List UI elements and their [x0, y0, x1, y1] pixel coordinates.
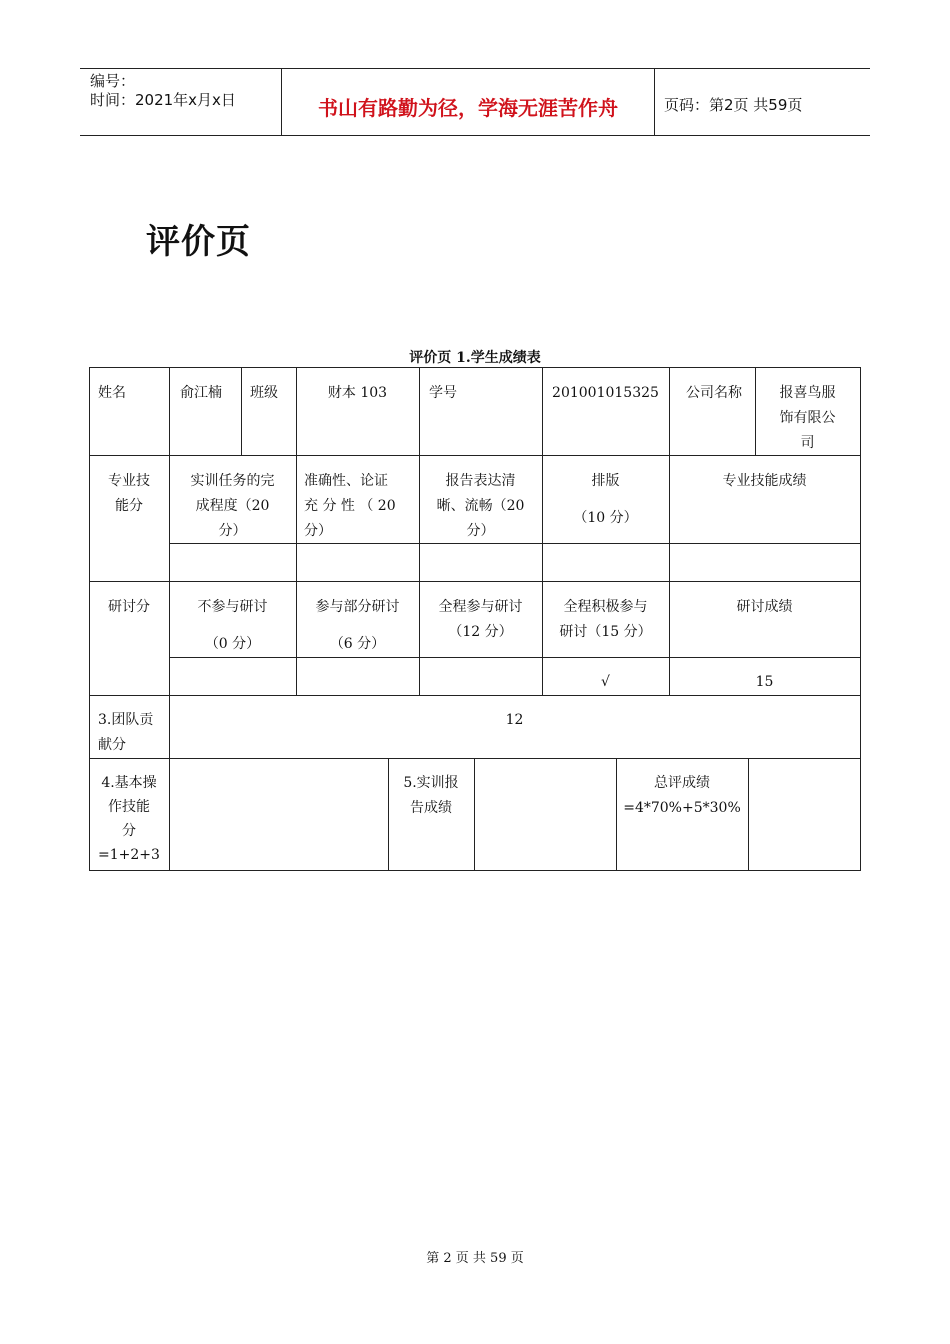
- header-page-number: 页码：第2页 共59页: [664, 96, 803, 114]
- name-label: 姓名: [98, 385, 126, 401]
- discussion-checkmark: √: [601, 674, 610, 690]
- discussion-full: 全程参与研讨 （12 分）: [438, 599, 523, 640]
- basic-skill-label: 4.基本操 作技能 分 =1+2+3: [98, 775, 160, 863]
- skill-label: 专业技 能分: [108, 473, 150, 514]
- table-caption: 评价页 1.学生成绩表: [409, 350, 541, 366]
- student-id-label: 学号: [429, 385, 457, 401]
- skill-criterion-completion: 实训任务的完 成程度（20 分）: [190, 473, 275, 539]
- discussion-score-label: 研讨成绩: [736, 599, 793, 615]
- discussion-partial: 参与部分研讨 （6 分）: [315, 599, 400, 652]
- number-label: 编号：: [90, 72, 136, 90]
- student-id-value: 201001015325: [552, 385, 659, 401]
- team-label: 3.团队贡 献分: [98, 712, 154, 753]
- class-label: 班级: [250, 385, 278, 401]
- name-value: 俞江楠: [180, 385, 222, 401]
- company-label: 公司名称: [686, 385, 742, 401]
- discussion-none: 不参与研讨 （0 分）: [197, 599, 268, 652]
- discussion-active: 全程积极参与 研讨（15 分）: [559, 599, 652, 640]
- skill-criterion-layout: 排版 （10 分）: [573, 473, 638, 526]
- page-footer: 第 2 页 共 59 页: [426, 1251, 524, 1266]
- page-title: 评价页: [146, 222, 251, 262]
- time-label: 时间：2021年x月x日: [90, 91, 236, 109]
- skill-score-label: 专业技能成绩: [722, 473, 807, 489]
- header-meta: [90, 72, 236, 110]
- header-motto: 书山有路勤为径，学海无涯苦作舟: [318, 96, 618, 120]
- report-score-label: 5.实训报 告成绩: [403, 775, 459, 816]
- discussion-label: 研讨分: [108, 599, 150, 615]
- skill-criterion-accuracy: 准确性、论证 充 分 性 （ 20 分）: [304, 473, 396, 539]
- team-score: 12: [505, 712, 524, 728]
- skill-criterion-expression: 报告表达清 晰、流畅（20 分）: [436, 473, 525, 539]
- discussion-score: 15: [755, 674, 774, 690]
- class-value: 财本 103: [327, 385, 388, 401]
- company-value: 报喜鸟服 饰有限公 司: [779, 385, 836, 451]
- total-score-label: 总评成绩 =4*70%+5*30%: [623, 775, 741, 816]
